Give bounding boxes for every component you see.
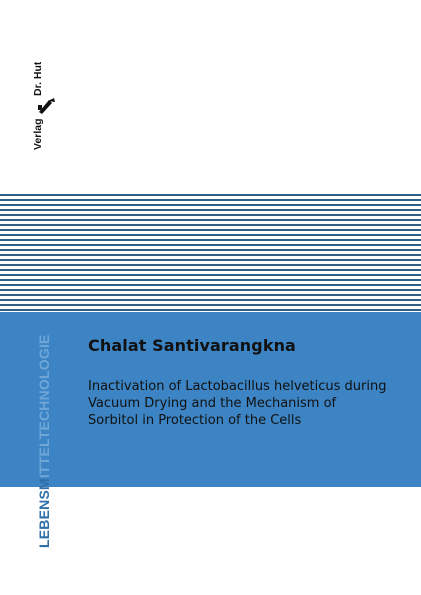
svg-text:Verlag: Verlag [32,118,44,150]
series-label [35,334,53,548]
publisher-logo [30,62,64,154]
book-title: Inactivation of Lactobacillus helveticus during Vacuum Drying and the Mechanism of Sorbitol in Protection of the Cells [88,379,387,428]
author-name: Chalat Santivarangkna [88,336,296,355]
striped-band [0,194,421,312]
series-label-part-2: ITTELTECHNOLOGIE [36,334,52,479]
series-label-part-1: LEBENSM [36,478,52,548]
svg-text:Dr. Hut: Dr. Hut [32,62,44,96]
